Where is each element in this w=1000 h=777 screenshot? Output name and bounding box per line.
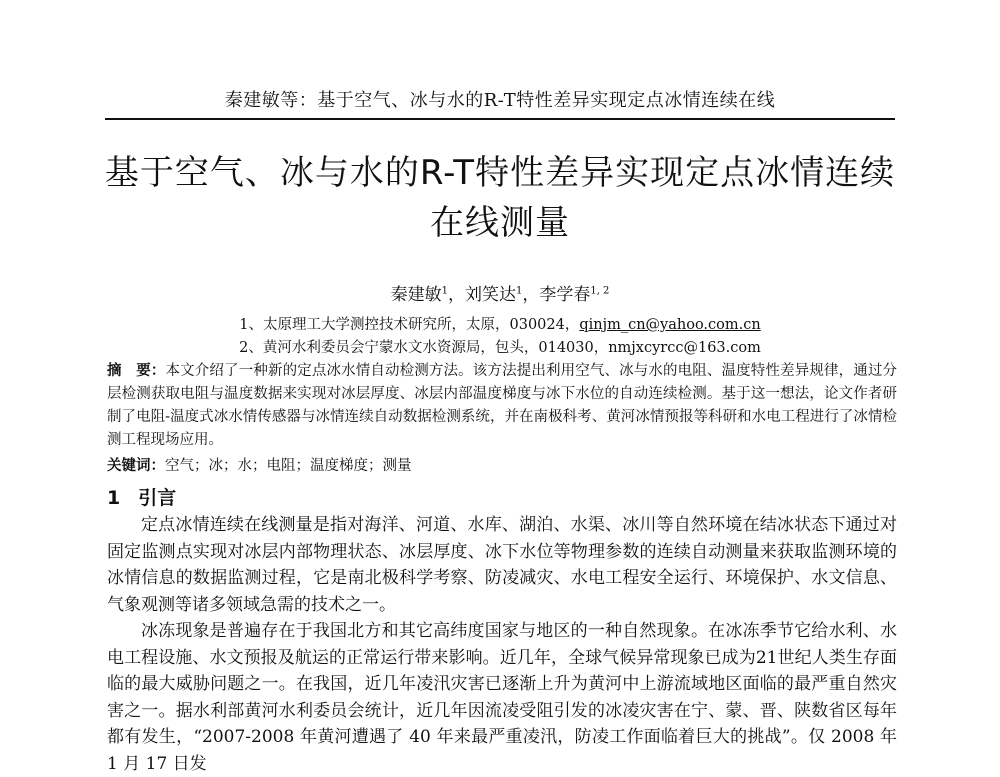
author-name: 刘笑达 [464, 285, 516, 305]
author-name: 李学春 [539, 285, 591, 305]
keywords-text: 空气；冰；水；电阻；温度梯度；测量 [165, 458, 412, 474]
paper-title [60, 148, 940, 248]
affiliation-text: 2、黄河水利委员会宁蒙水文水资源局，包头，014030， [239, 340, 609, 356]
title-line-2: 在线测量 [430, 203, 570, 243]
body-text [107, 512, 897, 777]
abstract [107, 360, 897, 452]
affiliation-2 [0, 336, 1000, 357]
keywords [107, 455, 897, 478]
section-number: 1 [107, 487, 121, 509]
title-line-1: 基于空气、冰与水的R-T特性差异实现定点冰情连续 [104, 153, 896, 193]
running-header: 秦建敏等：基于空气、冰与水的R-T特性差异实现定点冰情连续在线 [105, 86, 895, 120]
section-heading [107, 483, 176, 510]
author-affil-mark: 1 [441, 285, 448, 297]
author-list [0, 280, 1000, 305]
section-title: 引言 [138, 487, 177, 509]
body-paragraph-1: 定点冰情连续在线测量是指对海洋、河道、水库、湖泊、水渠、冰川等自然环境在结冰状态下通过对固定监测点实现对冰层内部物理状态、冰层厚度、冰下水位等物理参数的连续自动测量来获取监测环境的冰情信息的数据监测过程，它是南北极科学考察、防凌减灾、水电工程安全运行、环境保护、水文信息、气象观测等诸多领域急需的技术之一。 [107, 515, 897, 615]
abstract-text: 本文介绍了一种新的定点冰水情自动检测方法。该方法提出利用空气、冰与水的电阻、温度特性差异规律，通过分层检测获取电阻与温度数据来实现对冰层厚度、冰层内部温度梯度与冰下水位的自动连续检测。基于这一想法，论文作者研制了电阻-温度式冰水情传感器与冰情连续自动数据检测系统，并在南极科考、黄河冰情预报等科研和水电工程进行了冰情检测工程现场应用。 [107, 363, 897, 448]
author-affil-mark: 1 [515, 285, 523, 297]
abstract-label: 摘 要： [107, 363, 166, 379]
author-affil-mark: 1, 2 [590, 285, 610, 297]
affiliation-email-link[interactable]: qinjm_cn@yahoo.com.cn [579, 317, 761, 333]
author-separator: ， [522, 285, 540, 305]
author-separator: ， [447, 285, 465, 305]
affiliation-text: 1、太原理工大学测控技术研究所，太原，030024， [239, 317, 580, 333]
author-name: 秦建敏 [390, 285, 442, 305]
body-paragraph-2: 冰冻现象是普遍存在于我国北方和其它高纬度国家与地区的一种自然现象。在冰冻季节它给水利、水电工程设施、水文预报及航运的正常运行带来影响。近几年，全球气候异常现象已成为21世纪人类生存面临的最大威胁问题之一。在我国，近几年凌汛灾害已逐渐上升为黄河中上游流域地区面临的最严重自然灾害之一。据水利部黄河水利委员会统计，近几年因流凌受阻引发的冰凌灾害在宁、蒙、晋、陕数省区每年都有发生，“2007-2008 年黄河遭遇了 40 年来最严重凌汛，防凌工作面临着巨大的挑战”。仅 2008 年 1 月 17 日发 [107, 621, 897, 774]
keywords-label: 关键词： [107, 458, 165, 474]
affiliation-email: nmjxcyrcc@163.com [608, 340, 761, 356]
affiliation-1 [0, 313, 1000, 334]
